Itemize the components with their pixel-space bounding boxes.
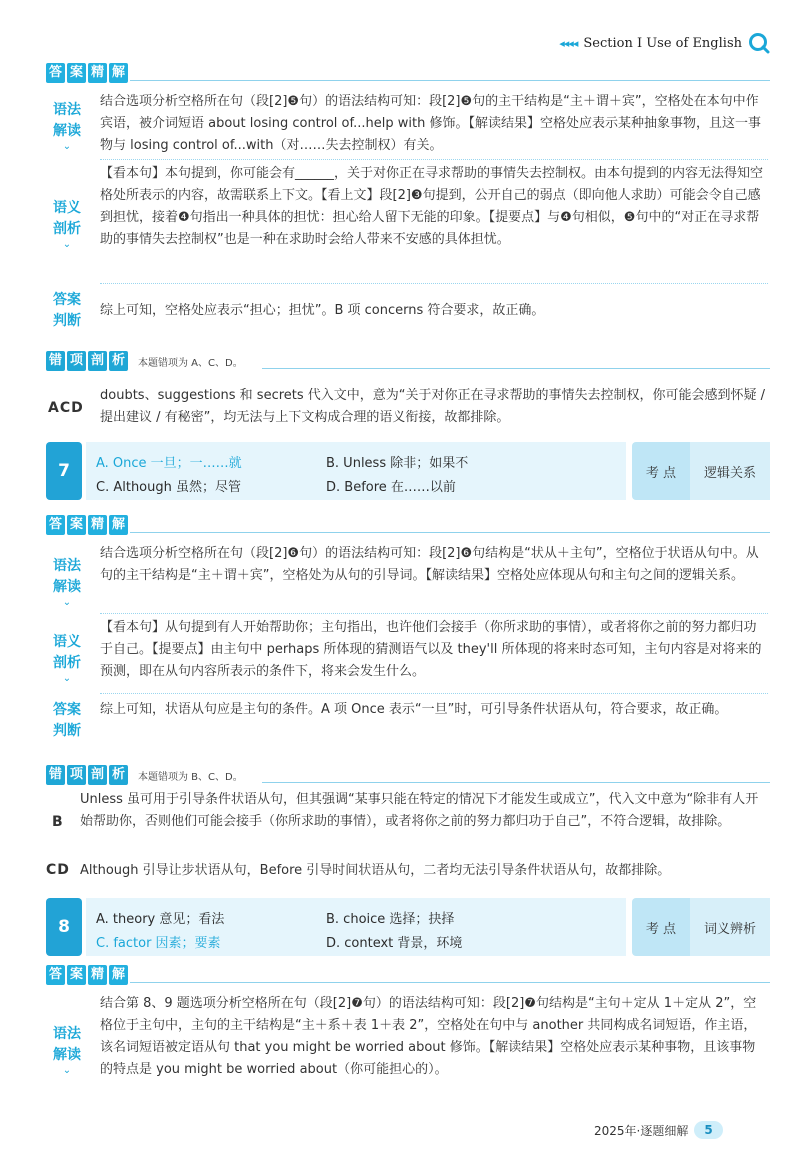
option-a: A. Once 一旦；一……就 xyxy=(96,456,242,471)
error-text: Although 引导让步状语从句，Before 引导时间状语从句，二者均无法引导条件状语从句，故都排除。 xyxy=(80,863,671,878)
chevron-down-icon: ⌄ xyxy=(62,673,72,684)
tag-rule xyxy=(130,532,770,533)
tag-rule xyxy=(130,80,770,81)
test-point-label: 考 点 xyxy=(632,898,690,956)
question-number: 8 xyxy=(46,898,82,956)
tag-rule xyxy=(262,368,770,369)
option-a: A. theory 意见；看法 xyxy=(96,912,225,927)
grammar-text: 结合选项分析空格所在句（段[2]❺句）的语法结构可知：段[2]❺句的主干结构是“主＋谓＋宾”，空格处在本句中作宾语，被介词短语 about losing control of...help with 修饰。【解读结果】空格处应表示某种抽象事物，且这一事物与 losing control of...with（对……失去控制权）有关。 xyxy=(100,94,761,153)
error-analysis-tag: 错 项 剖 析 本题错项为 A、C、D。 xyxy=(46,350,243,372)
options-panel xyxy=(86,442,626,500)
footer-text: 2025年·逐题细解 xyxy=(594,1123,689,1138)
option-d: D. context 背景，环境 xyxy=(326,936,463,951)
meaning-text: 【看本句】从句提到有人开始帮助你；主句指出，也许他们会接手（你所求助的事情），或者将你之前的努力都归功于自己。【提要点】由主句中 perhaps 所体现的猜测语气以及 they'll 所体现的将来时态可知，主句内容是对将来的预测，即在从句内容所表示的条件下，将来会发生什么。 xyxy=(100,620,762,679)
grammar-text: 结合第 8、9 题选项分析空格所在句（段[2]❼句）的语法结构可知：段[2]❼句结构是“主句＋定从 1＋定从 2”，空格位于主句中，主句的主干结构是“主＋系＋表 1＋表 2”，空格处在句中与 another 共同构成名词短语，作主语，该名词短语被定语从句 that you might be worried about 修饰。【解读结果】空格处应表示某种事物，且该事物的特点是 you might be worried about（你可能担心的）。 xyxy=(100,996,757,1077)
answer-label: 答案 判断 xyxy=(53,702,81,739)
tag-rule xyxy=(130,982,770,983)
meaning-text: 【看本句】本句提到，你可能会有______，关于对你正在寻求帮助的事情失去控制权。由本句提到的内容无法得知空格处所表示的内容，故需联系上下文。【看上文】段[2]❸句提到，公开自己的弱点（即向他人求助）可能会令自己感到担忧，接着❹句指出一种具体的担忧：担心给人留下无能的印象。【提要点】与❹句相似，❺句中的“对正在寻求帮助的事情失去控制权”也是一种在求助时会给人带来不安感的具体担忧。 xyxy=(100,166,764,247)
chevron-down-icon: ⌄ xyxy=(62,597,72,608)
answer-analysis-tag: 答 案 精 解 xyxy=(46,964,130,986)
tag-char: 答 xyxy=(46,63,65,83)
option-b: B. choice 选择；抉择 xyxy=(326,912,455,927)
divider xyxy=(100,693,768,694)
answer-text: 综上可知，空格处应表示“担心；担忧”。B 项 concerns 符合要求，故正确。 xyxy=(100,303,545,318)
option-b: B. Unless 除非；如果不 xyxy=(326,456,469,471)
option-c: C. Although 虽然；尽管 xyxy=(96,480,241,495)
divider xyxy=(100,283,768,284)
grammar-label: 语法 解读 ⌄ xyxy=(44,100,90,152)
error-note: 本题错项为 A、C、D。 xyxy=(138,357,243,369)
meaning-label: 语义 剖析 ⌄ xyxy=(44,198,90,250)
test-point-value: 词义辨析 xyxy=(690,898,770,956)
grammar-text: 结合选项分析空格所在句（段[2]❻句）的语法结构可知：段[2]❻句结构是“状从＋主句”，空格位于状语从句中。从句的主干结构是“主＋谓＋宾”，空格处为从句的引导词。【解读结果】空格处应体现从句和主句之间的逻辑关系。 xyxy=(100,546,759,583)
question-7-options xyxy=(46,442,770,500)
error-text: doubts、suggestions 和 secrets 代入文中，意为“关于对你正在寻求帮助的事情失去控制权，你可能会感到怀疑 / 提出建议 / 有秘密”，均无法与上下文构成合理的语义衔接，故都排除。 xyxy=(100,388,766,425)
chevron-down-icon: ⌄ xyxy=(62,239,72,250)
arrows-icon: ◂◂◂◂ xyxy=(559,36,578,50)
option-d: D. Before 在……以前 xyxy=(326,480,456,495)
chevron-down-icon: ⌄ xyxy=(62,1065,72,1076)
answer-analysis-tag: 答 案 精 解 xyxy=(46,62,130,84)
meaning-label: 语义 剖析 ⌄ xyxy=(44,632,90,684)
test-point-label: 考 点 xyxy=(632,442,690,500)
error-letters: ACD xyxy=(48,400,84,416)
answer-analysis-tag: 答 案 精 解 xyxy=(46,514,130,536)
divider xyxy=(100,613,768,614)
error-note: 本题错项为 B、C、D。 xyxy=(138,771,243,783)
answer-text: 综上可知，状语从句应是主句的条件。A 项 Once 表示“一旦”时，可引导条件状语从句，符合要求，故正确。 xyxy=(100,702,728,717)
error-letters: CD xyxy=(46,862,70,878)
chevron-down-icon: ⌄ xyxy=(62,141,72,152)
magnifier-q-icon xyxy=(748,32,770,54)
question-number: 7 xyxy=(46,442,82,500)
page-footer xyxy=(594,1120,723,1140)
option-c: C. factor 因素；要素 xyxy=(96,936,221,951)
error-text: Unless 虽可用于引导条件状语从句，但其强调“某事只能在特定的情况下才能发生或成立”，代入文中意为“除非有人开始帮助你，否则他们可能会接手（你所求助的事情），或者将你之前的努力都归功于自己”，不符合逻辑，故排除。 xyxy=(80,792,759,829)
divider xyxy=(100,159,768,160)
grammar-label: 语法 解读 ⌄ xyxy=(44,556,90,608)
test-point-value: 逻辑关系 xyxy=(690,442,770,500)
error-analysis-tag: 错 项 剖 析 本题错项为 B、C、D。 xyxy=(46,764,243,786)
running-header xyxy=(508,30,770,56)
question-8-options xyxy=(46,898,770,956)
options-panel xyxy=(86,898,626,956)
error-letters: B xyxy=(52,814,64,830)
answer-label: 答案 判断 xyxy=(53,292,81,329)
tag-rule xyxy=(262,782,770,783)
grammar-label: 语法 解读 ⌄ xyxy=(44,1024,90,1076)
page-number: 5 xyxy=(694,1121,722,1139)
section-title: Section I Use of English xyxy=(583,35,742,51)
